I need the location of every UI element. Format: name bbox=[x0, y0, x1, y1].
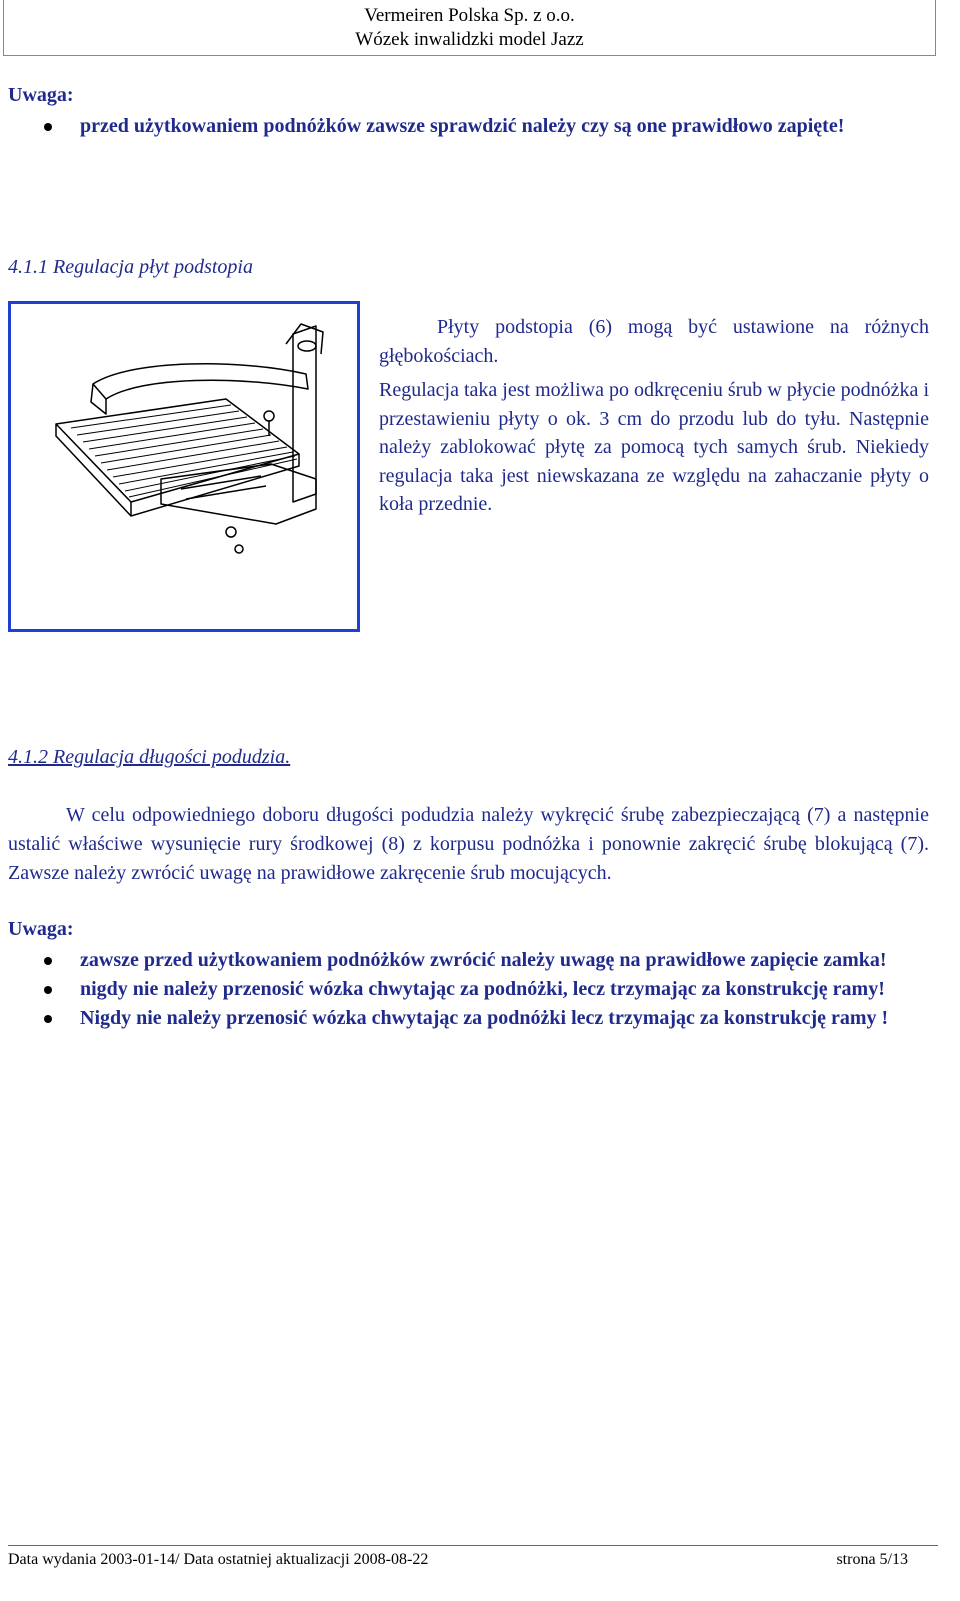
bullet-icon bbox=[44, 957, 52, 965]
warning-label: Uwaga: bbox=[8, 84, 74, 106]
page-number: strona 5/13 bbox=[836, 1551, 908, 1568]
section1-text bbox=[379, 313, 929, 525]
page-footer bbox=[8, 1545, 938, 1575]
footplate-drawing bbox=[11, 304, 357, 629]
warning-item: nigdy nie należy przenosić wózka chwytając za podnóżki, lecz trzymając za konstrukcję ramy! bbox=[0, 975, 930, 1004]
warning-item: zawsze przed użytkowaniem podnóżków zwrócić należy uwagę na prawidłowe zapięcie zamka! bbox=[0, 946, 930, 975]
company-name: Vermeiren Polska Sp. z o.o. bbox=[364, 5, 575, 26]
footer-dates: Data wydania 2003-01-14/ Data ostatniej aktualizacji 2008-08-22 bbox=[8, 1551, 429, 1568]
warning-label: Uwaga: bbox=[8, 918, 74, 940]
bullet-icon bbox=[44, 123, 52, 131]
product-name: Wózek inwalidzki model Jazz bbox=[355, 29, 584, 50]
page-header bbox=[3, 0, 936, 56]
warning-list bbox=[0, 946, 930, 1033]
section-title: 4.1.2 Regulacja długości podudzia. bbox=[8, 746, 291, 768]
section1-para2: Regulacja taka jest możliwa po odkręceniu śrub w płycie podnóżka i przestawieniu płyty o ok. 3 cm do przodu lub do tyłu. Następnie należy zablokować płytę za pomocą tych samych śrub. Niekiedy regulacja taka jest niewskazana ze względu na zahaczanie płyty o koła przednie. bbox=[379, 379, 929, 515]
warning-item: przed użytkowaniem podnóżków zawsze sprawdzić należy czy są one prawidłowo zapięte! bbox=[0, 112, 930, 141]
warning-item: Nigdy nie należy przenosić wózka chwytając za podnóżki lecz trzymając za konstrukcję ramy ! bbox=[0, 1004, 930, 1033]
bullet-icon bbox=[44, 986, 52, 994]
warning-list bbox=[0, 112, 930, 141]
section2-para: W celu odpowiedniego doboru długości podudzia należy wykręcić śrubę zabezpieczającą (7) a następnie ustalić właściwe wysunięcie rury środkowej (8) z korpusu podnóżka i ponownie zakręcić śrubę blokującą (7). Zawsze należy zwrócić uwagę na prawidłowe zakręcenie śrub mocujących. bbox=[8, 804, 929, 884]
section-title: 4.1.1 Regulacja płyt podstopia bbox=[8, 256, 253, 278]
bullet-icon bbox=[44, 1015, 52, 1023]
section1-para1: Płyty podstopia (6) mogą być ustawione na różnych głębokościach. bbox=[379, 316, 929, 367]
footplate-figure bbox=[8, 301, 360, 632]
